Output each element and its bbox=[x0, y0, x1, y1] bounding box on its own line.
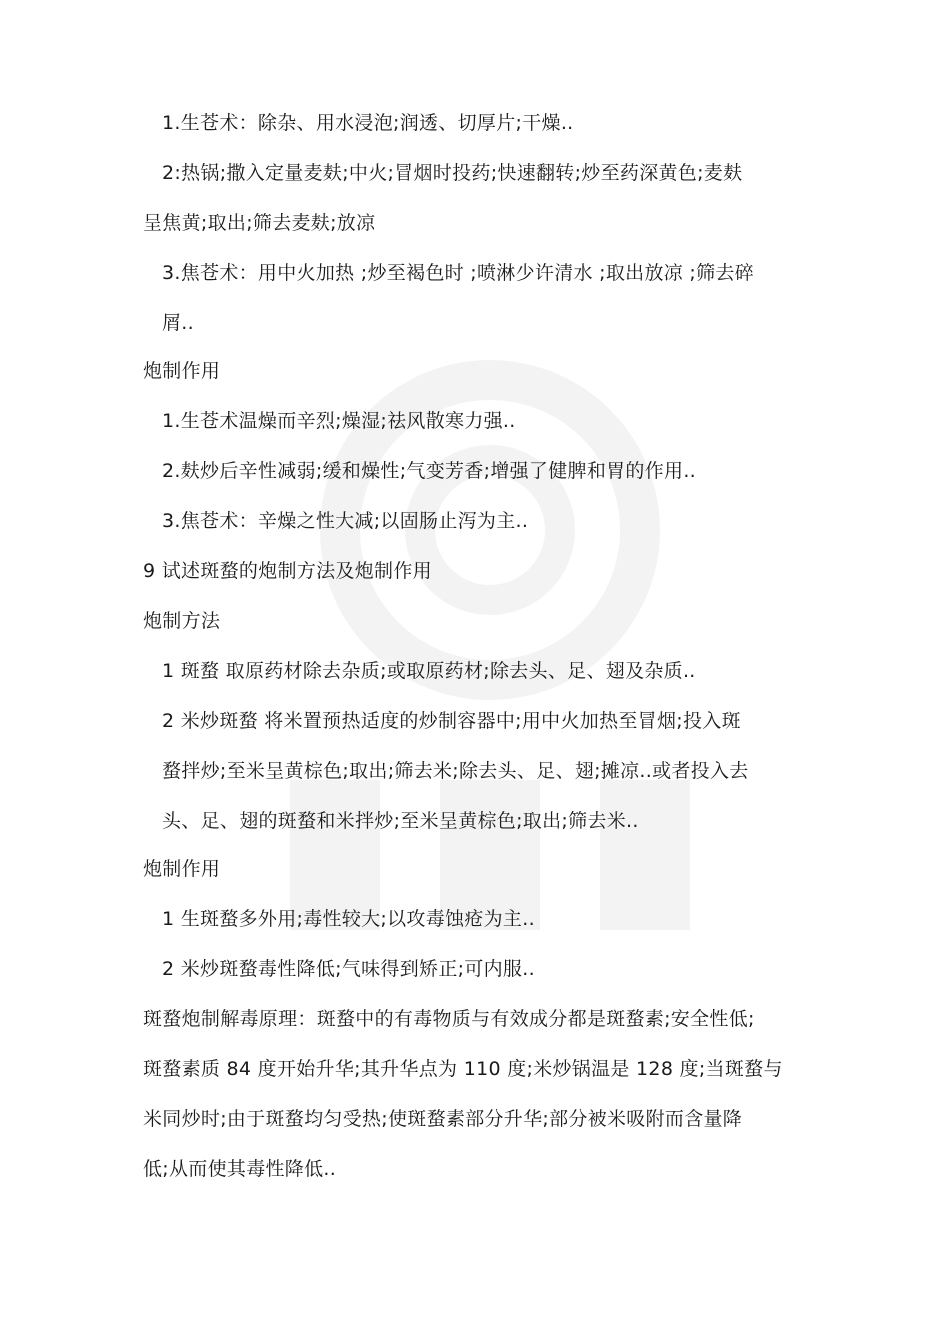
text-line: 斑蝥素质 84 度开始升华;其升华点为 110 度;米炒锅温是 128 度;当斑蝥与 bbox=[143, 1058, 783, 1080]
section-heading: 炮制方法 bbox=[143, 610, 221, 632]
text-line: 呈焦黄;取出;筛去麦麸;放凉 bbox=[143, 212, 376, 234]
question-heading: 9 试述斑蝥的炮制方法及炮制作用 bbox=[143, 560, 432, 582]
text-line: 低;从而使其毒性降低.. bbox=[143, 1158, 337, 1180]
text-line: 3.焦苍术：辛燥之性大减;以固肠止泻为主.. bbox=[162, 510, 529, 532]
text-line: 3.焦苍术：用中火加热 ;炒至褐色时 ;喷淋少许清水 ;取出放凉 ;筛去碎 bbox=[162, 262, 754, 284]
text-line: 2:热锅;撒入定量麦麸;中火;冒烟时投药;快速翻转;炒至药深黄色;麦麸 bbox=[162, 162, 743, 184]
section-heading: 炮制作用 bbox=[143, 858, 221, 880]
text-line: 2 米炒斑蝥 将米置预热适度的炒制容器中;用中火加热至冒烟;投入斑 bbox=[162, 710, 741, 732]
text-line: 蝥拌炒;至米呈黄棕色;取出;筛去米;除去头、足、翅;摊凉..或者投入去 bbox=[162, 760, 749, 782]
text-line: 2.麸炒后辛性减弱;缓和燥性;气变芳香;增强了健脾和胃的作用.. bbox=[162, 460, 697, 482]
text-line: 2 米炒斑蝥毒性降低;气味得到矫正;可内服.. bbox=[162, 958, 535, 980]
text-line: 头、足、翅的斑蝥和米拌炒;至米呈黄棕色;取出;筛去米.. bbox=[162, 810, 639, 832]
text-line: 屑.. bbox=[162, 312, 194, 334]
text-line: 斑蝥炮制解毒原理：斑蝥中的有毒物质与有效成分都是斑蝥素;安全性低; bbox=[143, 1008, 755, 1030]
section-heading: 炮制作用 bbox=[143, 360, 221, 382]
text-line: 1 生斑蝥多外用;毒性较大;以攻毒蚀疮为主.. bbox=[162, 908, 535, 930]
text-line: 米同炒时;由于斑蝥均匀受热;使斑蝥素部分升华;部分被米吸附而含量降 bbox=[143, 1108, 743, 1130]
text-line: 1.生苍术温燥而辛烈;燥湿;祛风散寒力强.. bbox=[162, 410, 516, 432]
text-line: 1 斑蝥 取原药材除去杂质;或取原药材;除去头、足、翅及杂质.. bbox=[162, 660, 696, 682]
text-line: 1.生苍术：除杂、用水浸泡;润透、切厚片;干燥.. bbox=[162, 112, 574, 134]
